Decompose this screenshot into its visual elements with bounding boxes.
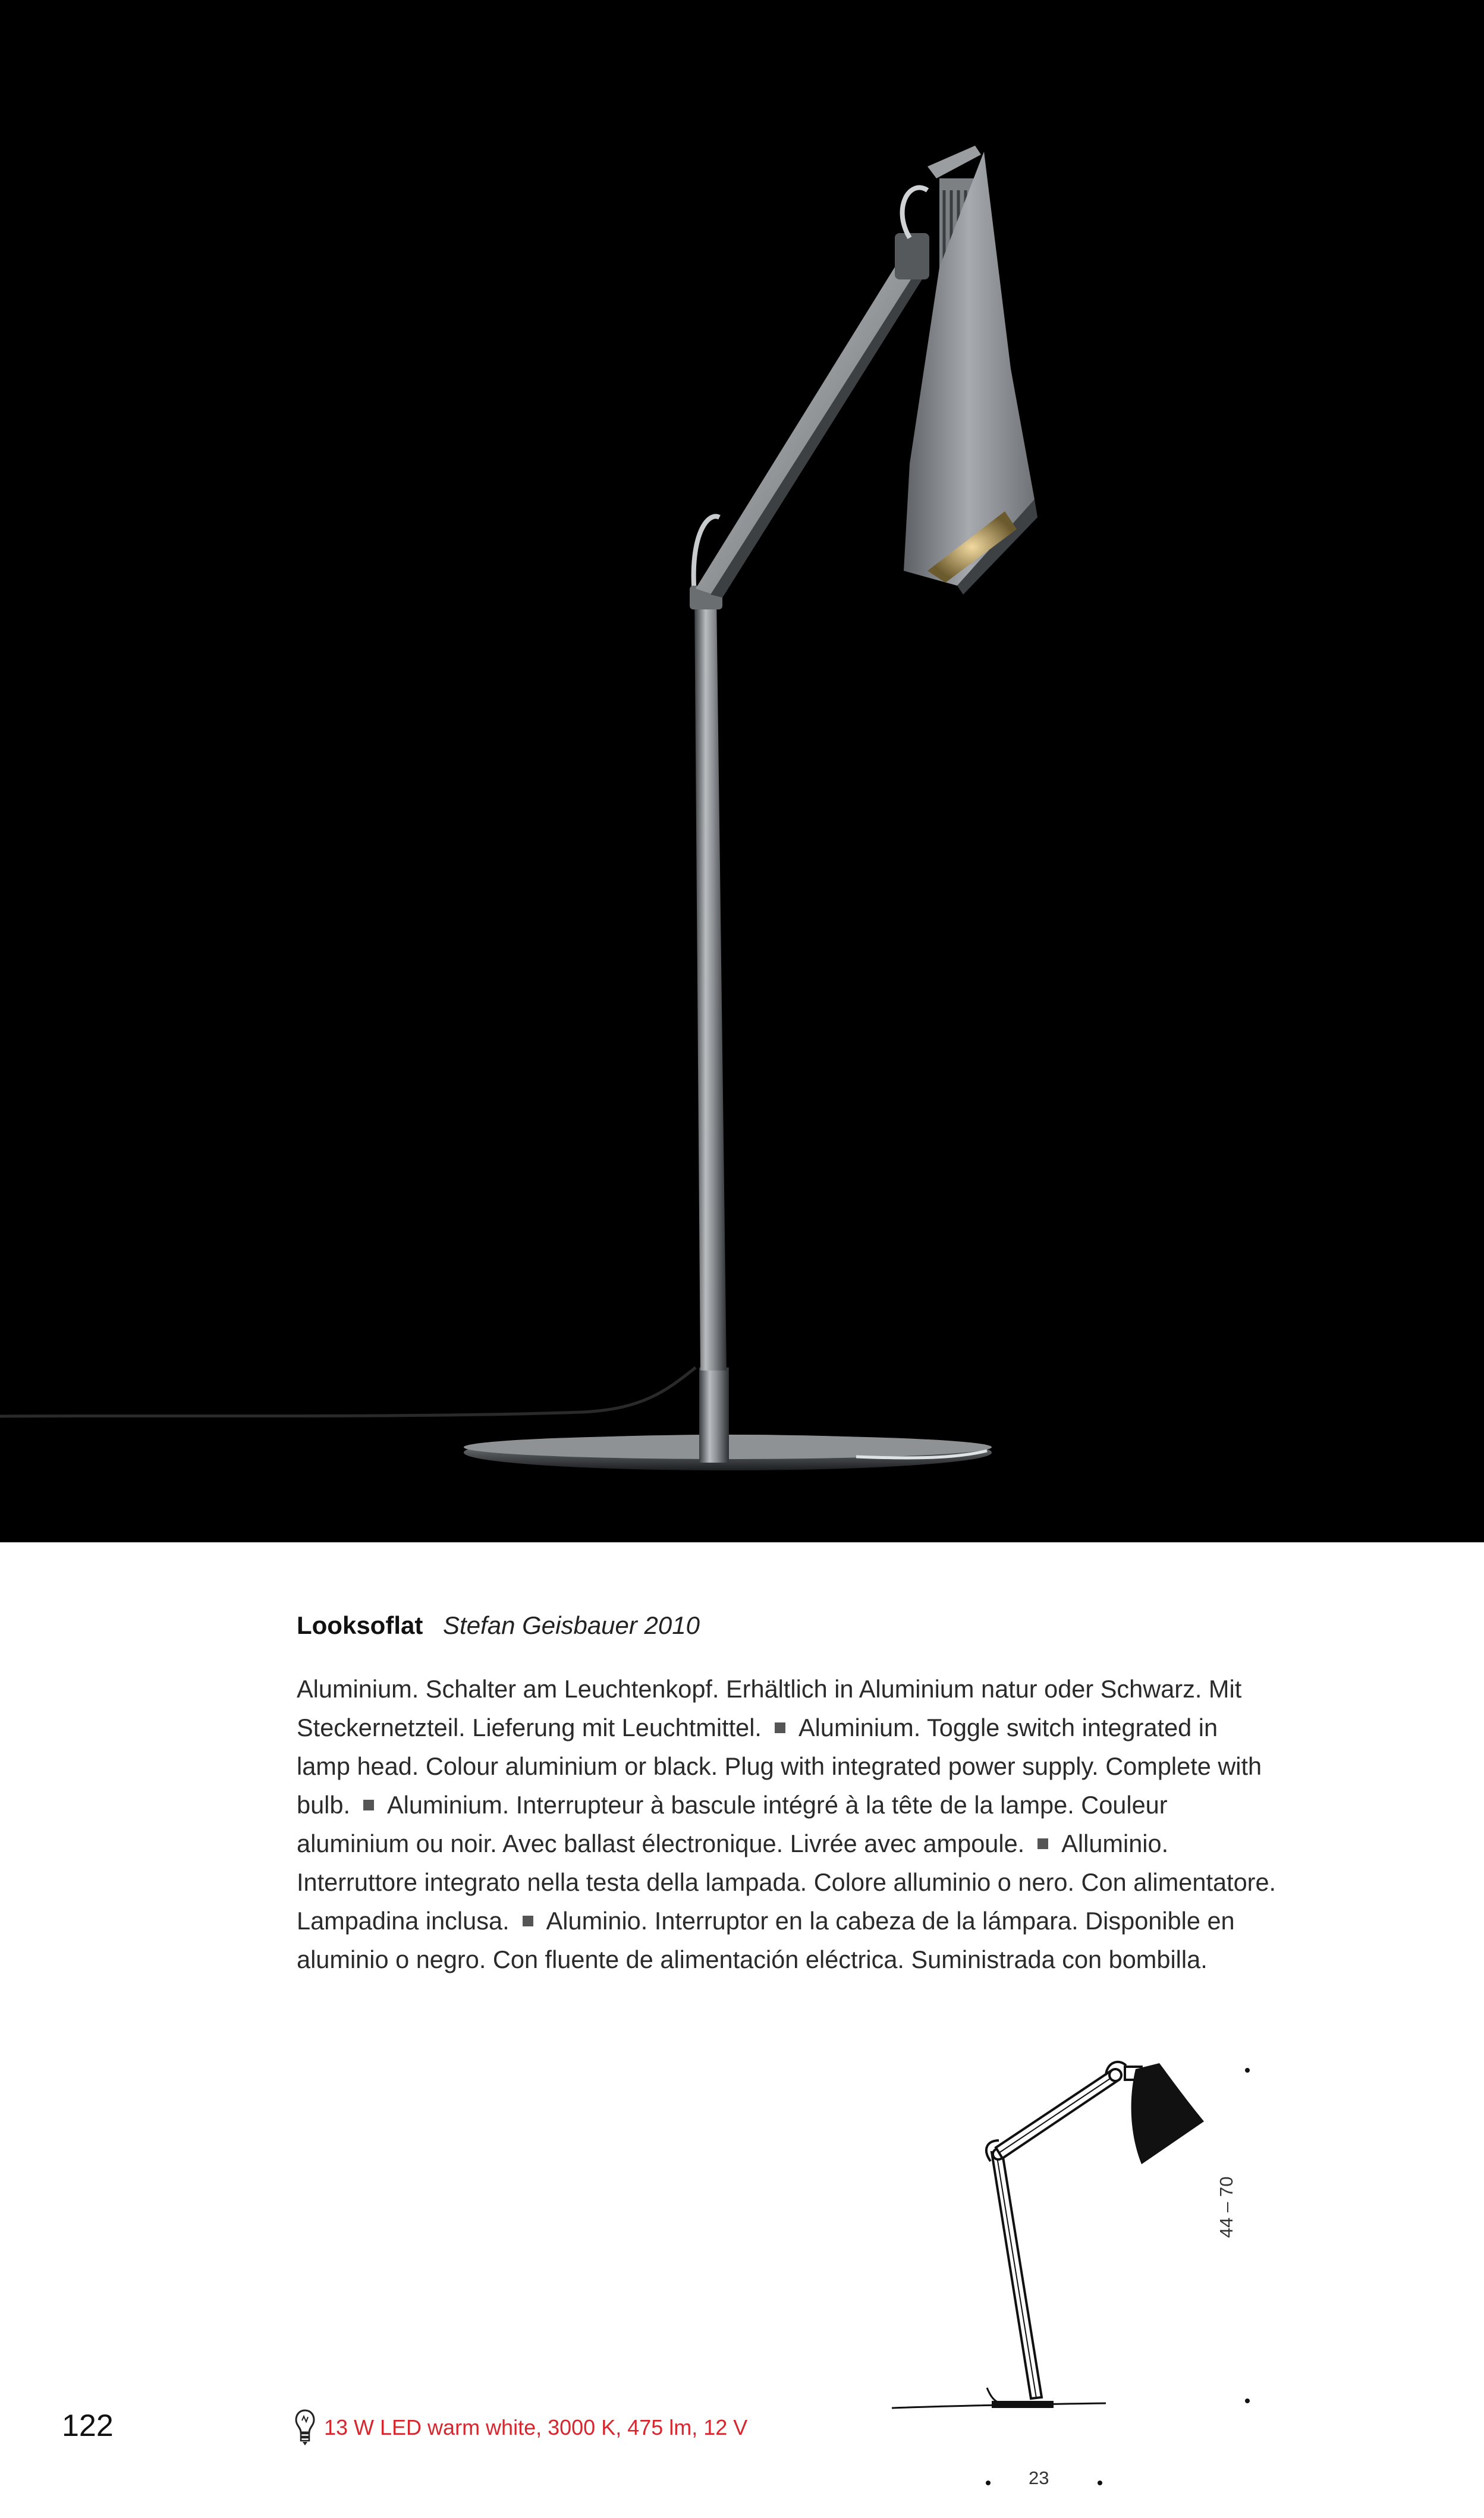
description-it: Alluminio. Interruttore integrato nella testa della lampada. Colore alluminio o nero. Con alimentatore. Lampadina inclusa.: [297, 1829, 1277, 1935]
description-de: Aluminium. Schalter am Leuchtenkopf. Erhältlich in Aluminium natur oder Schwarz. Mit Steckernetzteil. Lieferung mit Leuchtmittel.: [297, 1675, 1242, 1741]
lightbulb-icon: [294, 2409, 316, 2447]
dimension-height: 44 – 70: [1216, 2176, 1237, 2238]
separator-square-icon: [363, 1800, 374, 1810]
description-en: Aluminium. Toggle switch integrated in lamp head. Colour aluminium or black. Plug with integrated power supply. Complete with bulb.: [297, 1714, 1262, 1819]
page-number: 122: [62, 2409, 114, 2443]
dimension-width: 23: [1029, 2467, 1049, 2488]
lamp-technical-drawing: [886, 2051, 1266, 2503]
lamp-specification: [294, 2408, 747, 2447]
separator-square-icon: [775, 1722, 785, 1733]
description-fr: Aluminium. Interrupteur à bascule intégré à la tête de la lampe. Couleur aluminium ou noir. Avec ballast électronique. Livrée avec ampoule.: [297, 1791, 1168, 1857]
description-es: Aluminio. Interruptor en la cabeza de la lámpara. Disponible en aluminio o negro. Con fluente de alimentación eléctrica. Suministrada con bombilla.: [297, 1907, 1235, 1973]
product-name: Looksoflat: [297, 1611, 423, 1639]
separator-square-icon: [1037, 1838, 1048, 1849]
separator-square-icon: [523, 1916, 533, 1926]
product-description: [297, 1670, 1278, 1979]
lamp-specification-text: 13 W LED warm white, 3000 K, 475 lm, 12 V: [324, 2415, 748, 2440]
product-title-line: [297, 1609, 700, 1642]
product-designer: Stefan Geisbauer 2010: [443, 1611, 700, 1639]
